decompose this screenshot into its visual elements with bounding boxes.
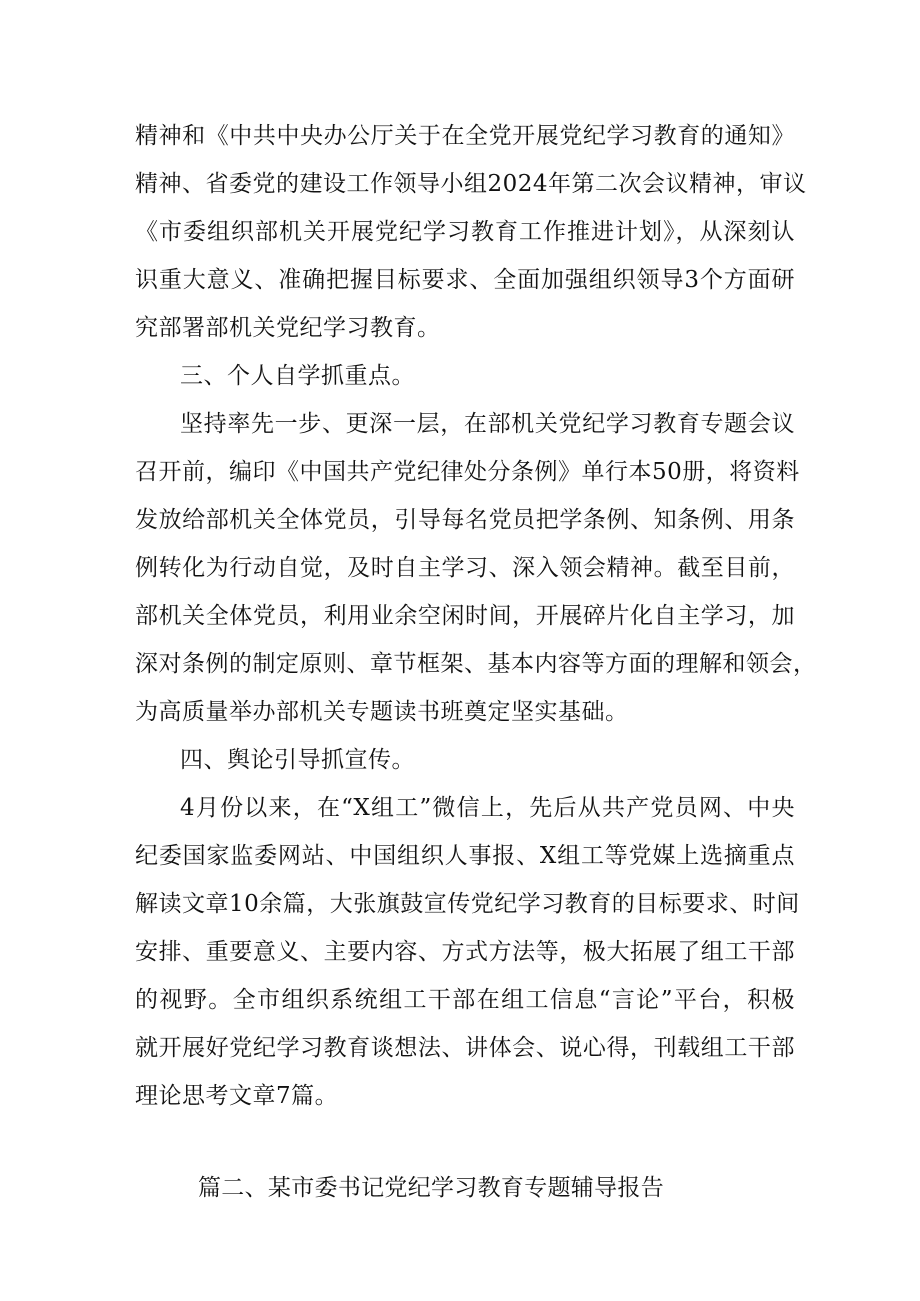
- text-line: 例转化为行动自觉，及时自主学习、深入领会精神。截至目前，: [135, 555, 795, 581]
- text-line: 就开展好党纪学习教育谈想法、讲体会、说心得，刊载组工干部: [135, 1035, 795, 1061]
- section-heading-3: 三、个人自学抓重点。: [180, 363, 415, 389]
- text-line: 《市委组织部机关开展党纪学习教育工作推进计划》，从深刻认: [135, 219, 795, 245]
- section-heading-4: 四、舆论引导抓宣传。: [180, 747, 415, 773]
- text-line: 精神、省委党的建设工作领导小组2024年第二次会议精神，审议: [135, 171, 807, 197]
- text-line: 为高质量举办部机关专题读书班奠定坚实基础。: [135, 699, 629, 725]
- text-line: 理论思考文章7篇。: [135, 1083, 339, 1109]
- text-line: 的视野。全市组织系统组工干部在组工信息“言论”平台，积极: [135, 987, 795, 1013]
- text-line: 4月份以来，在“X组工”微信上，先后从共产党员网、中央: [180, 795, 795, 821]
- next-article-title: 篇二、某市委书记党纪学习教育专题辅导报告: [198, 1175, 664, 1201]
- text-line: 究部署部机关党纪学习教育。: [135, 315, 441, 341]
- text-line: 召开前，编印《中国共产党纪律处分条例》单行本50册，将资料: [135, 459, 800, 485]
- text-line: 发放给部机关全体党员，引导每名党员把学条例、知条例、用条: [135, 507, 795, 533]
- text-line: 识重大意义、准确把握目标要求、全面加强组织领导3个方面研: [135, 267, 795, 293]
- text-line: 深对条例的制定原则、章节框架、基本内容等方面的理解和领会，: [135, 651, 817, 677]
- text-line: 部机关全体党员，利用业余空闲时间，开展碎片化自主学习，加: [135, 603, 795, 629]
- text-line: 纪委国家监委网站、中国组织人事报、X组工等党媒上选摘重点: [135, 843, 795, 869]
- text-line: 精神和《中共中央办公厅关于在全党开展党纪学习教育的通知》: [135, 123, 795, 149]
- text-line: 安排、重要意义、主要内容、方式方法等，极大拓展了组工干部: [135, 939, 795, 965]
- text-line: 坚持率先一步、更深一层，在部机关党纪学习教育专题会议: [180, 411, 795, 437]
- text-line: 解读文章10余篇，大张旗鼓宣传党纪学习教育的目标要求、时间: [135, 891, 800, 917]
